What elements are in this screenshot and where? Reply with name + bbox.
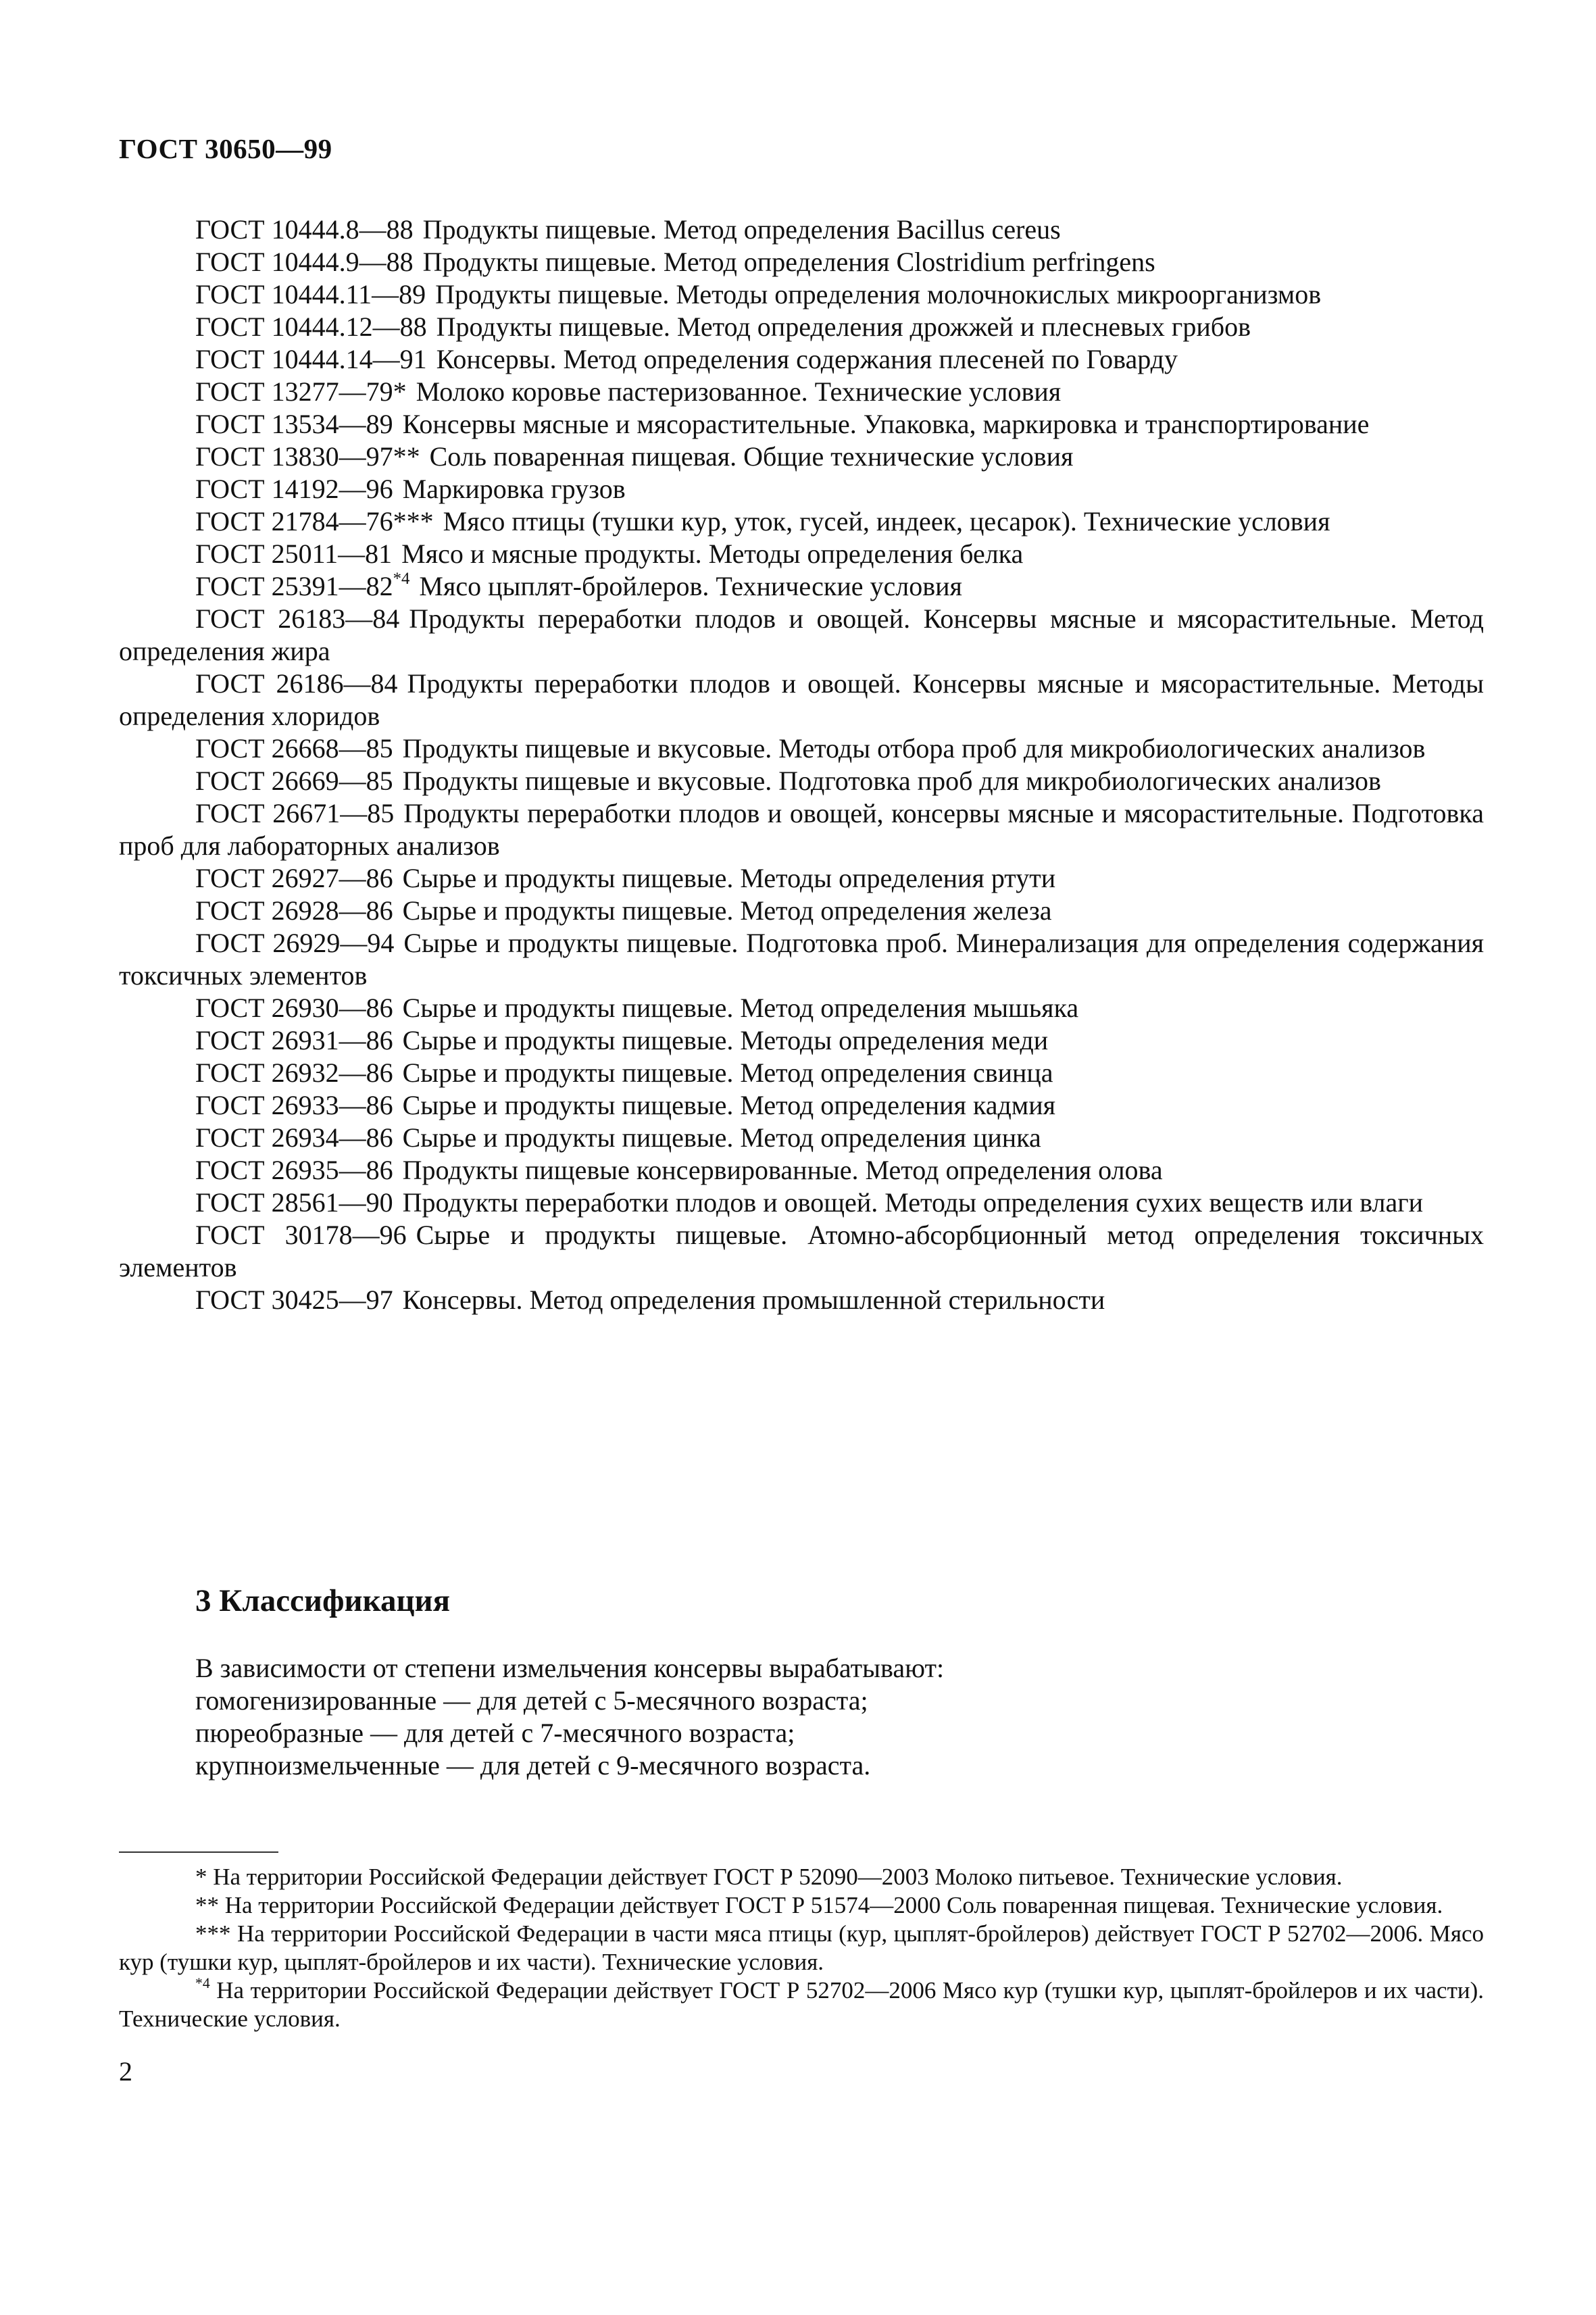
footnote-mark: *** [195, 1920, 231, 1947]
reference-title: Мясо и мясные продукты. Методы определения белка [401, 539, 1024, 569]
reference-item [119, 214, 1484, 246]
reference-code: ГОСТ 10444.11—89 [195, 279, 426, 309]
reference-code: ГОСТ 28561—90 [195, 1187, 393, 1218]
reference-item [119, 1057, 1484, 1089]
footnote-text: На территории Российской Федерации действует ГОСТ Р 52090—2003 Молоко питьевое. Технические условия. [213, 1864, 1343, 1890]
reference-code: ГОСТ 30425—97 [195, 1285, 393, 1315]
reference-code: ГОСТ 25011—81 [195, 539, 393, 569]
reference-code: ГОСТ 13277—79* [195, 376, 407, 407]
reference-title: Продукты переработки плодов и овощей, консервы мясные и мясорастительные. Подготовка проб для лабораторных анализов [119, 798, 1484, 861]
reference-code: ГОСТ 26935—86 [195, 1155, 393, 1185]
reference-item [119, 765, 1484, 797]
reference-code: ГОСТ 26927—86 [195, 863, 393, 893]
section-heading: 3 Классификация [195, 1583, 451, 1618]
reference-item [119, 570, 1484, 603]
reference-item [119, 797, 1484, 862]
reference-item [119, 895, 1484, 927]
footnote [119, 1891, 1484, 1920]
classification-item: крупноизмельченные — для детей с 9-месячного возраста. [195, 1750, 871, 1781]
reference-code: ГОСТ 26931—86 [195, 1025, 393, 1055]
reference-title: Продукты переработки плодов и овощей. Методы определения сухих веществ или влаги [402, 1187, 1424, 1218]
reference-title: Сырье и продукты пищевые. Атомно-абсорбционный метод определения токсичных элементов [119, 1220, 1485, 1283]
footnote [119, 1976, 1484, 2033]
reference-code: ГОСТ 10444.8—88 [195, 214, 414, 245]
reference-item [119, 408, 1484, 441]
reference-code: ГОСТ 26669—85 [195, 766, 393, 796]
footnote-mark: * [195, 1864, 207, 1890]
reference-title: Сырье и продукты пищевые. Метод определения мышьяка [402, 993, 1079, 1023]
reference-item [119, 473, 1484, 505]
reference-title: Мясо птицы (тушки кур, уток, гусей, индеек, цесарок). Технические условия [443, 506, 1330, 537]
footnote-mark: ** [195, 1892, 219, 1918]
reference-item [119, 246, 1484, 278]
reference-item [119, 1089, 1484, 1122]
reference-title: Сырье и продукты пищевые. Подготовка проб. Минерализация для определения содержания токсичных элементов [119, 928, 1484, 991]
reference-code: ГОСТ 26930—86 [195, 993, 393, 1023]
reference-title: Сырье и продукты пищевые. Методы определения меди [402, 1025, 1049, 1055]
reference-title: Продукты переработки плодов и овощей. Консервы мясные и мясорастительные. Метод определения жира [119, 603, 1484, 666]
reference-code: ГОСТ 26671—85 [195, 798, 395, 828]
reference-item [119, 505, 1484, 538]
reference-item [119, 1122, 1484, 1154]
reference-item [119, 1154, 1484, 1187]
reference-title: Соль поваренная пищевая. Общие технические условия [429, 441, 1074, 472]
reference-code: ГОСТ 25391—82 [195, 571, 393, 601]
reference-code: ГОСТ 30178—96 [195, 1220, 407, 1250]
reference-title: Сырье и продукты пищевые. Метод определения кадмия [402, 1090, 1055, 1120]
reference-title: Консервы. Метод определения промышленной стерильности [402, 1285, 1105, 1315]
reference-title: Маркировка грузов [402, 474, 626, 504]
reference-item [119, 862, 1484, 895]
reference-title: Продукты пищевые. Метод определения дрожжей и плесневых грибов [436, 312, 1251, 342]
reference-code: ГОСТ 26186—84 [195, 668, 398, 699]
reference-item [119, 668, 1484, 732]
normative-references-list [119, 214, 1484, 1316]
reference-title: Продукты пищевые и вкусовые. Методы отбора проб для микробиологических анализов [402, 733, 1426, 764]
classification-item: гомогенизированные — для детей с 5-месячного возраста; [195, 1685, 868, 1716]
reference-item [119, 1284, 1484, 1316]
reference-code: ГОСТ 10444.12—88 [195, 312, 427, 342]
footnote-text: На территории Российской Федерации в части мяса птицы (кур, цыплят-бройлеров) действует ГОСТ Р 52702—2006. Мясо кур (тушки кур, цыплят-бройлеров и их части). Технические условия. [119, 1920, 1485, 1975]
reference-item [119, 992, 1484, 1024]
footnote-text: На территории Российской Федерации действует ГОСТ Р 51574—2000 Соль поваренная пищевая. Технические условия. [224, 1892, 1443, 1918]
reference-title: Сырье и продукты пищевые. Метод определения цинка [402, 1122, 1041, 1153]
reference-item [119, 311, 1484, 343]
reference-title: Сырье и продукты пищевые. Метод определения железа [402, 895, 1052, 926]
footnotes [119, 1863, 1484, 2033]
footnote-divider [119, 1851, 278, 1853]
classification-text [195, 1652, 1479, 1782]
reference-title: Мясо цыплят-бройлеров. Технические условия [419, 571, 962, 601]
reference-code: ГОСТ 21784—76*** [195, 506, 434, 537]
reference-title: Консервы мясные и мясорастительные. Упаковка, маркировка и транспортирование [402, 409, 1370, 439]
footnote [119, 1863, 1484, 1891]
reference-title: Консервы. Метод определения содержания плесеней по Говарду [436, 344, 1178, 374]
reference-item [119, 441, 1484, 473]
footnote-mark: *4 [195, 1975, 210, 1992]
reference-code: ГОСТ 26928—86 [195, 895, 393, 926]
reference-code: ГОСТ 26929—94 [195, 928, 395, 958]
reference-title: Продукты пищевые. Метод определения Bacillus cereus [422, 214, 1061, 245]
page-number: 2 [119, 2056, 132, 2087]
footnote [119, 1920, 1484, 1976]
reference-item [119, 538, 1484, 570]
reference-title: Сырье и продукты пищевые. Метод определения свинца [402, 1057, 1053, 1088]
reference-item [119, 1187, 1484, 1219]
footnote-text: На территории Российской Федерации действует ГОСТ Р 52702—2006 Мясо кур (тушки кур, цыплят-бройлеров и их части). Технические условия. [119, 1977, 1484, 2032]
reference-item [119, 927, 1484, 992]
reference-item [119, 732, 1484, 765]
reference-item [119, 603, 1484, 668]
reference-title: Сырье и продукты пищевые. Методы определения ртути [402, 863, 1056, 893]
reference-title: Продукты пищевые. Метод определения Clostridium perfringens [422, 247, 1155, 277]
reference-title: Продукты пищевые. Методы определения молочнокислых микроорганизмов [435, 279, 1322, 309]
reference-code: ГОСТ 26932—86 [195, 1057, 393, 1088]
classification-item: пюреобразные — для детей с 7-месячного возраста; [195, 1718, 795, 1748]
reference-code: ГОСТ 26934—86 [195, 1122, 393, 1153]
reference-title: Молоко коровье пастеризованное. Технические условия [416, 376, 1062, 407]
classification-intro: В зависимости от степени измельчения консервы вырабатывают: [195, 1653, 945, 1683]
footnote-marker: *4 [393, 570, 410, 589]
reference-title: Продукты пищевые консервированные. Метод определения олова [402, 1155, 1163, 1185]
reference-item [119, 1024, 1484, 1057]
reference-code: ГОСТ 26668—85 [195, 733, 393, 764]
reference-title: Продукты пищевые и вкусовые. Подготовка проб для микробиологических анализов [402, 766, 1381, 796]
reference-code: ГОСТ 26933—86 [195, 1090, 393, 1120]
reference-code: ГОСТ 10444.9—88 [195, 247, 414, 277]
reference-item [119, 278, 1484, 311]
reference-code: ГОСТ 26183—84 [195, 603, 400, 634]
page-header-title: ГОСТ 30650—99 [119, 133, 332, 164]
reference-item [119, 376, 1484, 408]
reference-title: Продукты переработки плодов и овощей. Консервы мясные и мясорастительные. Методы определения хлоридов [119, 668, 1484, 731]
reference-code: ГОСТ 14192—96 [195, 474, 393, 504]
reference-item [119, 1219, 1484, 1284]
reference-code: ГОСТ 13534—89 [195, 409, 393, 439]
reference-code: ГОСТ 10444.14—91 [195, 344, 427, 374]
reference-code: ГОСТ 13830—97** [195, 441, 420, 472]
reference-item [119, 343, 1484, 376]
